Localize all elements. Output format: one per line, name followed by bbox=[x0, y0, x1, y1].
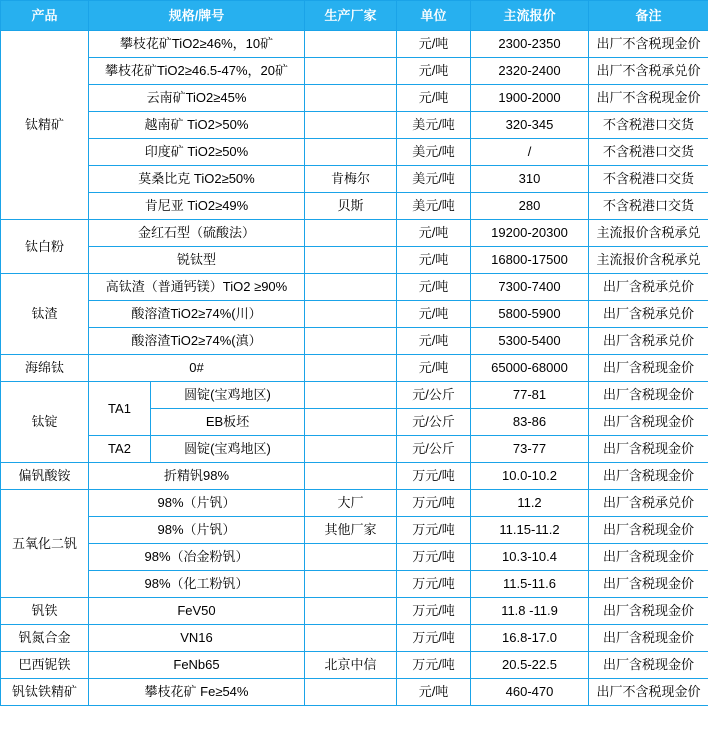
cell-manufacturer: 北京中信 bbox=[305, 652, 397, 679]
cell-unit: 万元/吨 bbox=[397, 598, 471, 625]
cell-unit: 万元/吨 bbox=[397, 517, 471, 544]
table-row bbox=[1, 517, 708, 544]
cell-note: 出厂含税承兑价 bbox=[589, 490, 708, 517]
table-row bbox=[1, 274, 708, 301]
table-row bbox=[1, 328, 708, 355]
header-row bbox=[1, 1, 708, 31]
cell-manufacturer bbox=[305, 247, 397, 274]
cell-spec: TA1 bbox=[89, 382, 151, 436]
table-body bbox=[1, 31, 708, 706]
table-header bbox=[1, 1, 708, 31]
table-row bbox=[1, 58, 708, 85]
cell-price: 460-470 bbox=[471, 679, 589, 706]
cell-unit: 万元/吨 bbox=[397, 652, 471, 679]
table-row bbox=[1, 490, 708, 517]
cell-unit: 元/公斤 bbox=[397, 409, 471, 436]
cell-price: / bbox=[471, 139, 589, 166]
table-row bbox=[1, 571, 708, 598]
table-row bbox=[1, 139, 708, 166]
cell-spec: 高钛渣（普通钙镁）TiO2 ≥90% bbox=[89, 274, 305, 301]
cell-spec: 肯尼亚 TiO2≥49% bbox=[89, 193, 305, 220]
cell-price: 11.2 bbox=[471, 490, 589, 517]
cell-manufacturer bbox=[305, 274, 397, 301]
cell-product: 钒氮合金 bbox=[1, 625, 89, 652]
cell-price: 280 bbox=[471, 193, 589, 220]
cell-price: 16.8-17.0 bbox=[471, 625, 589, 652]
cell-unit: 元/吨 bbox=[397, 328, 471, 355]
table-row bbox=[1, 193, 708, 220]
cell-note: 出厂含税现金价 bbox=[589, 571, 708, 598]
cell-spec: VN16 bbox=[89, 625, 305, 652]
cell-price: 2300-2350 bbox=[471, 31, 589, 58]
cell-spec: 98%（片钒） bbox=[89, 517, 305, 544]
cell-spec: 98%（片钒） bbox=[89, 490, 305, 517]
cell-manufacturer bbox=[305, 409, 397, 436]
cell-note: 不含税港口交货 bbox=[589, 166, 708, 193]
cell-price: 11.5-11.6 bbox=[471, 571, 589, 598]
cell-note: 出厂含税现金价 bbox=[589, 652, 708, 679]
cell-note: 出厂不含税现金价 bbox=[589, 679, 708, 706]
cell-price: 10.3-10.4 bbox=[471, 544, 589, 571]
header-product: 产品 bbox=[1, 1, 89, 31]
cell-spec: FeNb65 bbox=[89, 652, 305, 679]
cell-product: 钛锭 bbox=[1, 382, 89, 463]
cell-note: 出厂含税现金价 bbox=[589, 436, 708, 463]
cell-unit: 元/吨 bbox=[397, 220, 471, 247]
table-row bbox=[1, 679, 708, 706]
cell-manufacturer bbox=[305, 571, 397, 598]
cell-note: 不含税港口交货 bbox=[589, 112, 708, 139]
cell-unit: 元/吨 bbox=[397, 85, 471, 112]
table-row bbox=[1, 220, 708, 247]
cell-manufacturer: 其他厂家 bbox=[305, 517, 397, 544]
cell-unit: 美元/吨 bbox=[397, 193, 471, 220]
cell-manufacturer bbox=[305, 328, 397, 355]
cell-spec: 印度矿 TiO2≥50% bbox=[89, 139, 305, 166]
table-row bbox=[1, 85, 708, 112]
cell-product: 钛渣 bbox=[1, 274, 89, 355]
cell-unit: 元/吨 bbox=[397, 31, 471, 58]
cell-price: 320-345 bbox=[471, 112, 589, 139]
cell-price: 11.8 -11.9 bbox=[471, 598, 589, 625]
cell-unit: 美元/吨 bbox=[397, 139, 471, 166]
cell-manufacturer: 肯梅尔 bbox=[305, 166, 397, 193]
cell-unit: 万元/吨 bbox=[397, 463, 471, 490]
cell-price: 5800-5900 bbox=[471, 301, 589, 328]
cell-note: 出厂含税现金价 bbox=[589, 544, 708, 571]
cell-unit: 万元/吨 bbox=[397, 625, 471, 652]
table-row bbox=[1, 598, 708, 625]
cell-note: 出厂含税现金价 bbox=[589, 598, 708, 625]
cell-note: 出厂不含税现金价 bbox=[589, 31, 708, 58]
cell-product: 巴西铌铁 bbox=[1, 652, 89, 679]
cell-spec: 攀枝花矿TiO2≥46.5-47%，20矿 bbox=[89, 58, 305, 85]
table-row bbox=[1, 544, 708, 571]
cell-spec: 98%（冶金粉钒） bbox=[89, 544, 305, 571]
cell-unit: 元/吨 bbox=[397, 679, 471, 706]
cell-manufacturer bbox=[305, 598, 397, 625]
table-row bbox=[1, 355, 708, 382]
cell-unit: 元/公斤 bbox=[397, 382, 471, 409]
cell-unit: 元/吨 bbox=[397, 355, 471, 382]
cell-manufacturer bbox=[305, 220, 397, 247]
cell-note: 出厂不含税承兑价 bbox=[589, 58, 708, 85]
cell-manufacturer bbox=[305, 58, 397, 85]
cell-manufacturer bbox=[305, 679, 397, 706]
cell-note: 主流报价含税承兑 bbox=[589, 247, 708, 274]
cell-price: 20.5-22.5 bbox=[471, 652, 589, 679]
cell-price: 73-77 bbox=[471, 436, 589, 463]
cell-spec: 锐钛型 bbox=[89, 247, 305, 274]
cell-note: 出厂含税现金价 bbox=[589, 625, 708, 652]
cell-manufacturer bbox=[305, 355, 397, 382]
cell-product: 海绵钛 bbox=[1, 355, 89, 382]
cell-note: 出厂含税现金价 bbox=[589, 382, 708, 409]
cell-price: 83-86 bbox=[471, 409, 589, 436]
cell-spec: 莫桑比克 TiO2≥50% bbox=[89, 166, 305, 193]
cell-product: 偏钒酸铵 bbox=[1, 463, 89, 490]
cell-spec: 攀枝花矿TiO2≥46%，10矿 bbox=[89, 31, 305, 58]
cell-product: 五氧化二钒 bbox=[1, 490, 89, 598]
cell-spec: TA2 bbox=[89, 436, 151, 463]
cell-note: 出厂含税现金价 bbox=[589, 463, 708, 490]
header-unit: 单位 bbox=[397, 1, 471, 31]
cell-price: 7300-7400 bbox=[471, 274, 589, 301]
cell-note: 出厂含税承兑价 bbox=[589, 301, 708, 328]
cell-manufacturer bbox=[305, 382, 397, 409]
cell-manufacturer bbox=[305, 544, 397, 571]
header-spec: 规格/牌号 bbox=[89, 1, 305, 31]
cell-manufacturer bbox=[305, 463, 397, 490]
cell-spec: 越南矿 TiO2>50% bbox=[89, 112, 305, 139]
table-row bbox=[1, 166, 708, 193]
table-row bbox=[1, 31, 708, 58]
table-row bbox=[1, 652, 708, 679]
cell-price: 65000-68000 bbox=[471, 355, 589, 382]
table-row bbox=[1, 463, 708, 490]
cell-spec: 98%（化工粉钒） bbox=[89, 571, 305, 598]
cell-spec: 酸溶渣TiO2≥74%(川） bbox=[89, 301, 305, 328]
cell-note: 出厂含税现金价 bbox=[589, 517, 708, 544]
header-price: 主流报价 bbox=[471, 1, 589, 31]
cell-spec: 攀枝花矿 Fe≥54% bbox=[89, 679, 305, 706]
table-row bbox=[1, 436, 708, 463]
cell-unit: 元/吨 bbox=[397, 247, 471, 274]
cell-manufacturer: 大厂 bbox=[305, 490, 397, 517]
cell-manufacturer: 贝斯 bbox=[305, 193, 397, 220]
cell-note: 出厂不含税现金价 bbox=[589, 85, 708, 112]
cell-manufacturer bbox=[305, 139, 397, 166]
cell-product: 钒铁 bbox=[1, 598, 89, 625]
cell-note: 出厂含税承兑价 bbox=[589, 328, 708, 355]
cell-product: 钛精矿 bbox=[1, 31, 89, 220]
cell-manufacturer bbox=[305, 436, 397, 463]
cell-manufacturer bbox=[305, 625, 397, 652]
cell-manufacturer bbox=[305, 31, 397, 58]
cell-price: 77-81 bbox=[471, 382, 589, 409]
cell-unit: 万元/吨 bbox=[397, 571, 471, 598]
cell-manufacturer bbox=[305, 301, 397, 328]
cell-note: 不含税港口交货 bbox=[589, 193, 708, 220]
cell-unit: 元/公斤 bbox=[397, 436, 471, 463]
cell-spec-sub: EB板坯 bbox=[151, 409, 305, 436]
cell-spec: 折精钒98% bbox=[89, 463, 305, 490]
cell-spec: 0# bbox=[89, 355, 305, 382]
cell-unit: 万元/吨 bbox=[397, 544, 471, 571]
cell-spec: 酸溶渣TiO2≥74%(滇） bbox=[89, 328, 305, 355]
cell-spec-sub: 圆锭(宝鸡地区) bbox=[151, 436, 305, 463]
table-row bbox=[1, 301, 708, 328]
cell-unit: 元/吨 bbox=[397, 301, 471, 328]
cell-product: 钛白粉 bbox=[1, 220, 89, 274]
cell-price: 11.15-11.2 bbox=[471, 517, 589, 544]
header-manufacturer: 生产厂家 bbox=[305, 1, 397, 31]
cell-price: 310 bbox=[471, 166, 589, 193]
header-note: 备注 bbox=[589, 1, 708, 31]
cell-price: 5300-5400 bbox=[471, 328, 589, 355]
cell-unit: 元/吨 bbox=[397, 58, 471, 85]
cell-note: 出厂含税现金价 bbox=[589, 409, 708, 436]
cell-note: 出厂含税现金价 bbox=[589, 355, 708, 382]
cell-price: 2320-2400 bbox=[471, 58, 589, 85]
cell-price: 19200-20300 bbox=[471, 220, 589, 247]
cell-price: 1900-2000 bbox=[471, 85, 589, 112]
cell-price: 10.0-10.2 bbox=[471, 463, 589, 490]
cell-note: 不含税港口交货 bbox=[589, 139, 708, 166]
cell-unit: 美元/吨 bbox=[397, 166, 471, 193]
cell-manufacturer bbox=[305, 112, 397, 139]
cell-unit: 万元/吨 bbox=[397, 490, 471, 517]
cell-spec: 金红石型（硫酸法） bbox=[89, 220, 305, 247]
cell-note: 主流报价含税承兑 bbox=[589, 220, 708, 247]
cell-note: 出厂含税承兑价 bbox=[589, 274, 708, 301]
table-row bbox=[1, 382, 708, 409]
cell-product: 钒钛铁精矿 bbox=[1, 679, 89, 706]
cell-spec: FeV50 bbox=[89, 598, 305, 625]
cell-manufacturer bbox=[305, 85, 397, 112]
table-row bbox=[1, 625, 708, 652]
table-row bbox=[1, 247, 708, 274]
cell-spec: 云南矿TiO2≥45% bbox=[89, 85, 305, 112]
table-row bbox=[1, 112, 708, 139]
cell-price: 16800-17500 bbox=[471, 247, 589, 274]
cell-unit: 元/吨 bbox=[397, 274, 471, 301]
cell-spec-sub: 圆锭(宝鸡地区) bbox=[151, 382, 305, 409]
cell-unit: 美元/吨 bbox=[397, 112, 471, 139]
